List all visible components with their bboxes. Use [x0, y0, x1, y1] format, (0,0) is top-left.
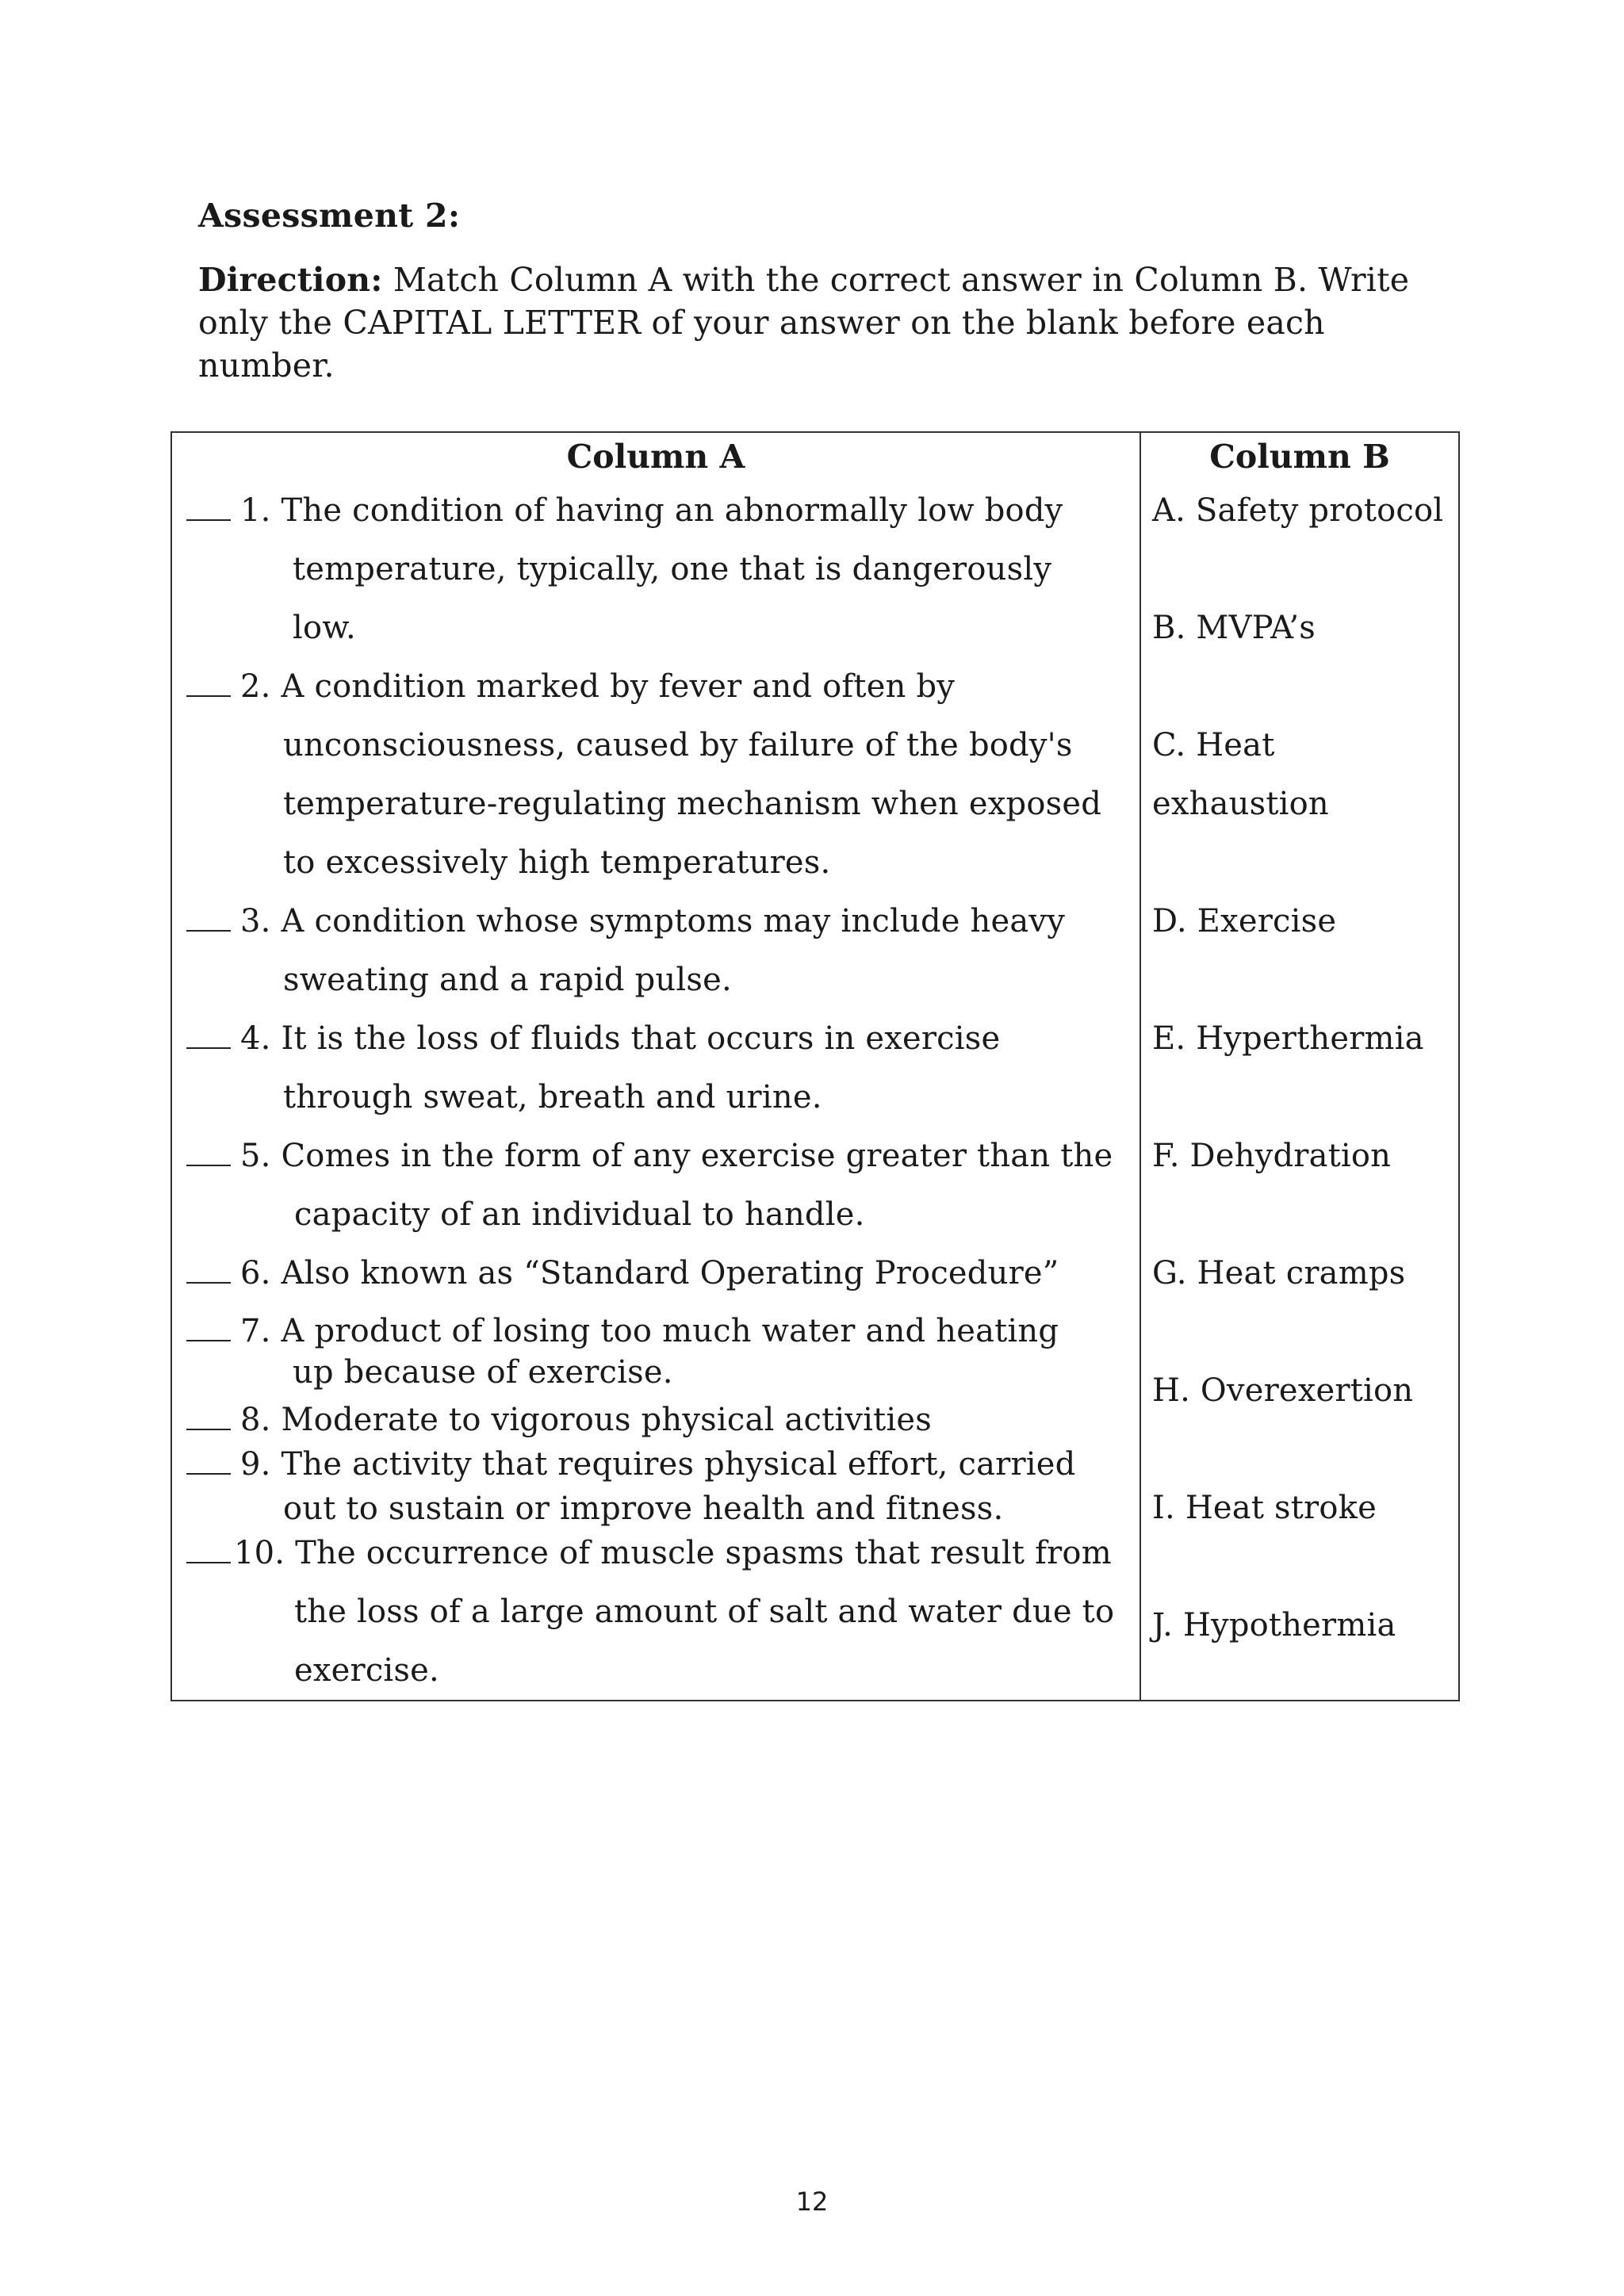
answer-blank-2[interactable]: [186, 695, 231, 697]
answer-blank-5[interactable]: [186, 1165, 231, 1166]
item-7-text: A product of losing too much water and heating: [281, 1313, 1059, 1349]
item-8-number: 8.: [240, 1402, 271, 1438]
item-5-text: Comes in the form of any exercise greater than the: [281, 1138, 1113, 1174]
item-6-text: Also known as “Standard Operating Procedure”: [281, 1255, 1059, 1292]
item-6-number: 6.: [240, 1255, 271, 1292]
answer-blank-10[interactable]: [186, 1562, 231, 1563]
item-1-line-2: temperature, typically, one that is dangerously: [293, 551, 1052, 587]
answer-blank-3[interactable]: [186, 930, 231, 932]
item-4-text: It is the loss of fluids that occurs in exercise: [281, 1020, 1001, 1057]
item-9-line-2: out to sustain or improve health and fitness.: [283, 1490, 1004, 1527]
item-3-text: A condition whose symptoms may include heavy: [281, 903, 1066, 939]
item-2-line-4: to excessively high temperatures.: [283, 844, 831, 881]
choice-i: I. Heat stroke: [1152, 1490, 1377, 1526]
column-b-header: Column B: [1209, 438, 1390, 476]
answer-blank-6[interactable]: [186, 1282, 231, 1284]
choice-g: G. Heat cramps: [1152, 1255, 1406, 1292]
item-1-number: 1.: [240, 492, 271, 529]
item-2-line-3: temperature-regulating mechanism when exposed: [283, 786, 1102, 822]
direction-label: Direction:: [198, 261, 383, 299]
item-4-line-1: [186, 1020, 1000, 1057]
answer-blank-8[interactable]: [186, 1429, 231, 1430]
direction-text-line2: only the CAPITAL LETTER of your answer on the blank before each number.: [198, 304, 1325, 385]
item-1-line-3: low.: [293, 610, 356, 646]
item-9-line-1: [186, 1446, 1075, 1483]
item-10-line-2: the loss of a large amount of salt and water due to: [294, 1594, 1115, 1630]
direction-paragraph: [198, 258, 1467, 387]
direction-text-line1: Match Column A with the correct answer in Column B. Write: [382, 261, 1410, 299]
choice-c-line-1: C. Heat: [1152, 727, 1275, 763]
item-5-number: 5.: [240, 1138, 271, 1174]
item-9-number: 9.: [240, 1446, 271, 1483]
item-5-line-2: capacity of an individual to handle.: [294, 1196, 865, 1233]
item-4-line-2: through sweat, breath and urine.: [283, 1079, 822, 1115]
item-10-number: 10.: [234, 1535, 285, 1571]
choice-d: D. Exercise: [1152, 903, 1337, 939]
item-6-line-1: [186, 1255, 1059, 1292]
item-2-number: 2.: [240, 668, 271, 705]
column-a-header: Column A: [566, 438, 745, 476]
choice-e: E. Hyperthermia: [1152, 1020, 1424, 1057]
choice-j: J. Hypothermia: [1152, 1607, 1396, 1644]
item-7-number: 7.: [240, 1313, 271, 1349]
item-7-line-2: up because of exercise.: [293, 1354, 673, 1391]
item-3-line-1: [186, 903, 1065, 939]
item-8-line-1: [186, 1402, 932, 1438]
item-5-line-1: [186, 1138, 1113, 1174]
item-4-number: 4.: [240, 1020, 271, 1057]
matching-table: [170, 431, 1460, 1701]
choice-c-line-2: exhaustion: [1152, 786, 1329, 822]
answer-blank-7[interactable]: [186, 1340, 231, 1341]
page-number: 12: [795, 2187, 829, 2217]
item-9-text: The activity that requires physical effort, carried: [281, 1446, 1076, 1483]
item-1-line-1: [186, 492, 1063, 529]
item-1-text: The condition of having an abnormally low body: [281, 492, 1063, 529]
item-10-line-1: [186, 1535, 1112, 1571]
choice-a: A. Safety protocol: [1152, 492, 1444, 529]
item-10-text: The occurrence of muscle spasms that result from: [295, 1535, 1112, 1571]
item-10-line-3: exercise.: [294, 1652, 439, 1689]
choice-b: B. MVPA’s: [1152, 610, 1316, 646]
item-2-line-1: [186, 668, 955, 705]
item-3-number: 3.: [240, 903, 271, 939]
item-3-line-2: sweating and a rapid pulse.: [283, 962, 732, 998]
item-2-text: A condition marked by fever and often by: [281, 668, 956, 705]
choice-f: F. Dehydration: [1152, 1138, 1392, 1174]
answer-blank-4[interactable]: [186, 1047, 231, 1049]
column-divider: [1139, 433, 1141, 1700]
item-7-line-1: [186, 1313, 1059, 1349]
item-8-text: Moderate to vigorous physical activities: [281, 1402, 933, 1438]
item-2-line-2: unconsciousness, caused by failure of the body's: [283, 727, 1073, 763]
answer-blank-1[interactable]: [186, 519, 231, 521]
choice-h: H. Overexertion: [1152, 1372, 1414, 1409]
assessment-heading: Assessment 2:: [198, 197, 461, 235]
answer-blank-9[interactable]: [186, 1473, 231, 1475]
